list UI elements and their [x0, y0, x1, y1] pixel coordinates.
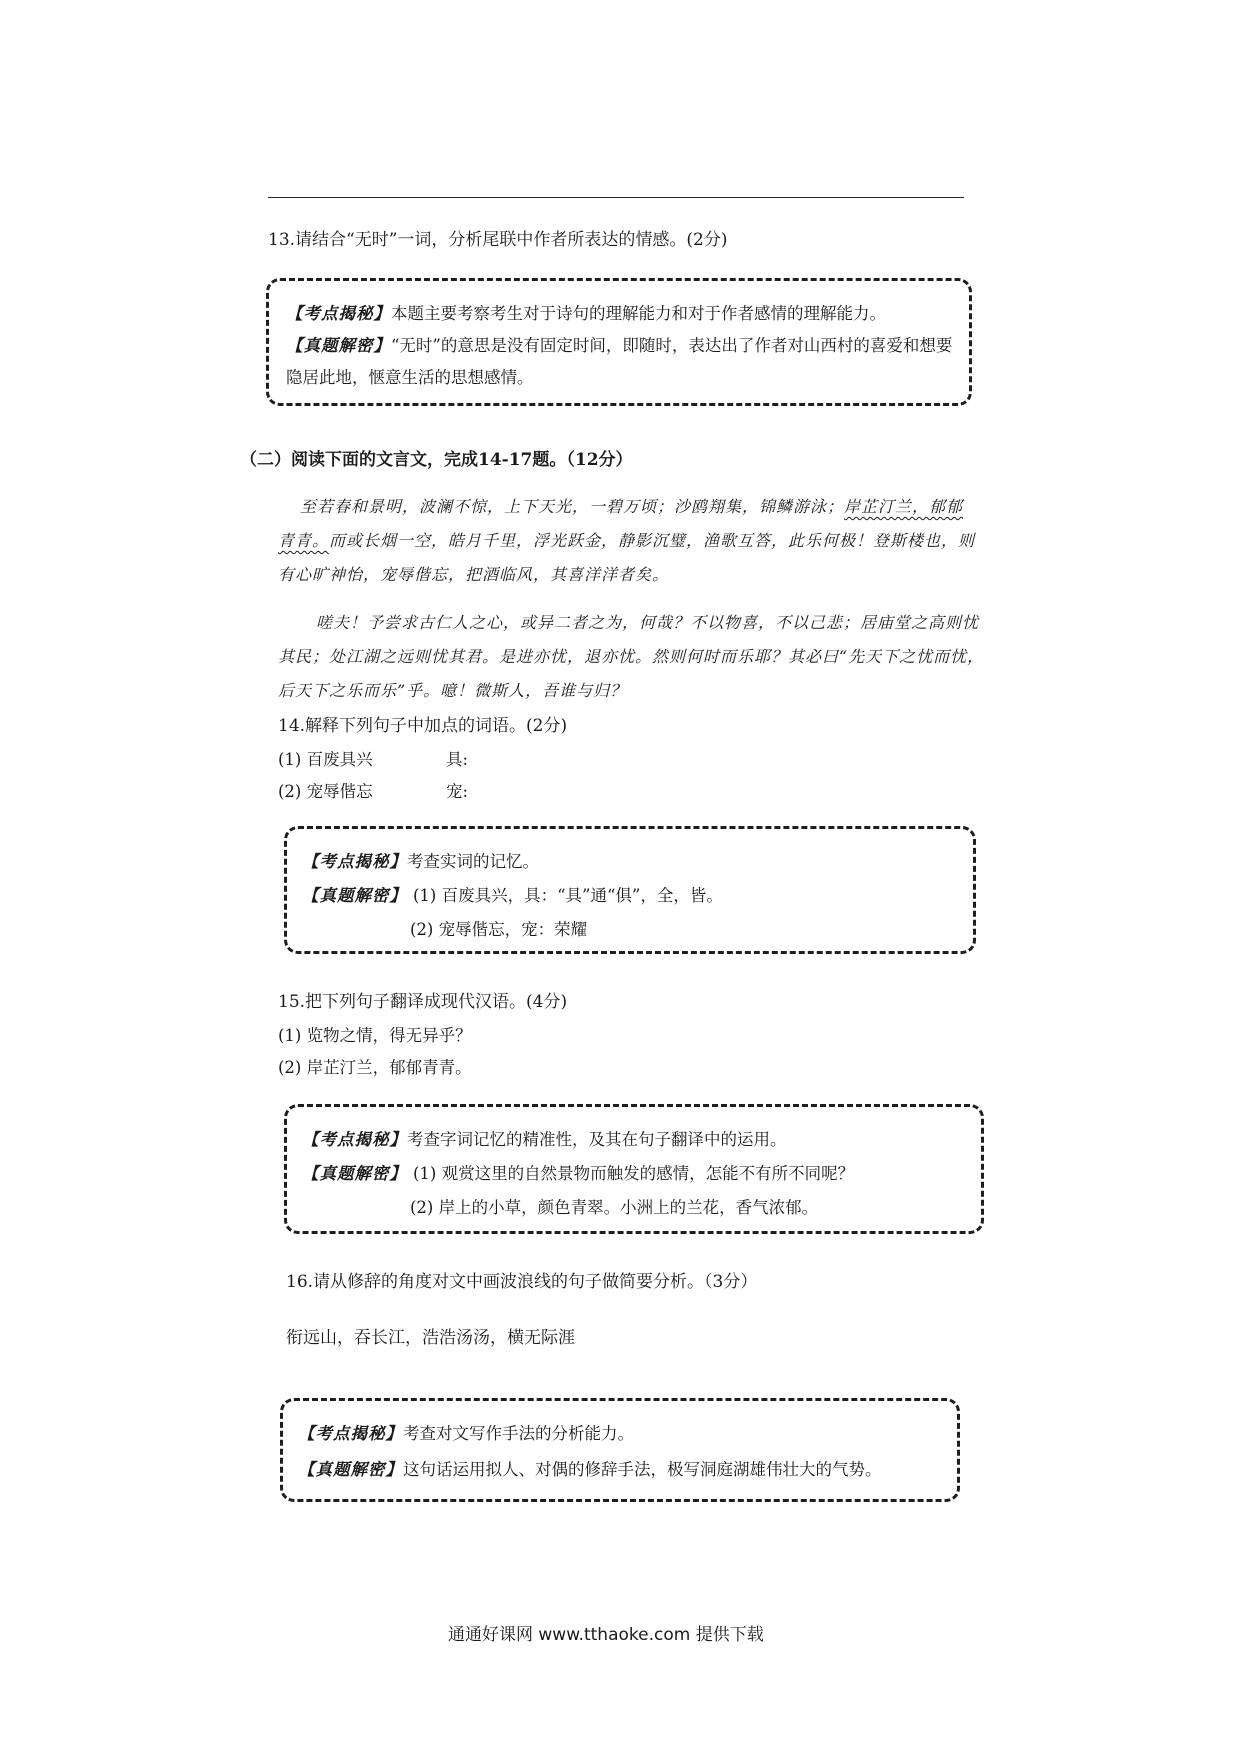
answer-text: (1) 百废具兴，具：“具”通“俱”，全，皆。	[413, 886, 723, 905]
q13-answer-line2: 隐居此地，惬意生活的思想感情。	[286, 368, 534, 387]
passage-text: 至若春和景明，波澜不惊，上下天光，一碧万顷；沙鸥翔集，锦鳞游泳；	[300, 497, 845, 516]
q13-answer-line1	[286, 332, 952, 356]
passage-p1-line2	[278, 528, 975, 551]
q14-item1: (1) 百废具兴	[278, 750, 373, 769]
answer-tag: 【真题解密】	[286, 336, 391, 355]
q15-question: 15.把下列句子翻译成现代汉语。(4分)	[278, 992, 568, 1012]
q15-answer-line1	[302, 1160, 854, 1184]
section-heading: （二）阅读下面的文言文，完成14-17题。（12分）	[240, 450, 633, 470]
passage-p2-line2: 其民；处江湖之远则忧其君。是进亦忧，退亦忧。然则何时而乐耶？其必曰“先天下之忧而忧，	[278, 647, 985, 666]
passage-text: 而或长烟一空，皓月千里，浮光跃金，静影沉璧，渔歌互答，此乐何极！登斯楼也，则	[329, 531, 976, 550]
wavy-underlined-text: 岸芷汀兰，郁郁	[844, 497, 964, 516]
analysis-tag: 【考点揭秘】	[302, 852, 407, 871]
q13-analysis	[286, 300, 886, 324]
top-rule	[268, 197, 964, 198]
analysis-tag: 【考点揭秘】	[302, 1130, 407, 1149]
analysis-text: 考查实词的记忆。	[407, 852, 539, 871]
q14-question: 14.解释下列句子中加点的词语。(2分)	[278, 716, 568, 736]
answer-tag: 【真题解密】	[302, 1164, 407, 1183]
q14-item2-blank: 宠:	[446, 782, 469, 801]
passage-p2-line1: 嗟夫！予尝求古仁人之心，或异二者之为，何哉？不以物喜，不以己悲；居庙堂之高则忧	[316, 613, 980, 632]
q14-item1-blank: 具:	[446, 750, 469, 769]
q16-answer	[298, 1456, 882, 1480]
q16-quote: 衔远山，吞长江，浩浩汤汤，横无际涯	[286, 1328, 575, 1348]
q14-answer-line1	[302, 882, 723, 906]
answer-tag: 【真题解密】	[302, 886, 407, 905]
analysis-text: 本题主要考察考生对于诗句的理解能力和对于作者感情的理解能力。	[391, 304, 886, 323]
q15-item1: (1) 览物之情，得无异乎？	[278, 1026, 472, 1045]
q16-question: 16.请从修辞的角度对文中画波浪线的句子做简要分析。（3分）	[286, 1272, 758, 1292]
q16-answer-box	[280, 1398, 960, 1502]
footer-text: 通通好课网 www.tthaoke.com 提供下载	[448, 1625, 764, 1645]
answer-tag: 【真题解密】	[298, 1460, 403, 1479]
q14-answer-line2: (2) 宠辱偕忘，宠：荣耀	[410, 920, 588, 939]
answer-text: (1) 观赏这里的自然景物而触发的感情，怎能不有所不同呢？	[413, 1164, 855, 1183]
analysis-text: 考查对文写作手法的分析能力。	[403, 1424, 634, 1443]
answer-text: “无时”的意思是没有固定时间，即随时，表达出了作者对山西村的喜爱和想要	[391, 336, 953, 355]
answer-text: 这句话运用拟人、对偶的修辞手法，极写洞庭湖雄伟壮大的气势。	[403, 1460, 882, 1479]
q14-analysis	[302, 848, 539, 872]
analysis-tag: 【考点揭秘】	[286, 304, 391, 323]
q15-item2: (2) 岸芷汀兰，郁郁青青。	[278, 1058, 472, 1077]
passage-p1-line3: 有心旷神怡，宠辱偕忘，把酒临风，其喜洋洋者矣。	[278, 565, 670, 584]
analysis-tag: 【考点揭秘】	[298, 1424, 403, 1443]
passage-p1-line1	[300, 494, 963, 517]
wavy-underlined-text: 青青。	[278, 531, 330, 550]
q13-question: 13.请结合“无时”一词，分析尾联中作者所表达的情感。(2分)	[268, 230, 728, 250]
q15-answer-line2: (2) 岸上的小草，颜色青翠。小洲上的兰花，香气浓郁。	[410, 1198, 819, 1217]
analysis-text: 考查字词记忆的精准性，及其在句子翻译中的运用。	[407, 1130, 787, 1149]
passage-p2-line3: 后天下之乐而乐”乎。噫！微斯人，吾谁与归？	[278, 681, 628, 700]
q15-analysis	[302, 1126, 787, 1150]
q16-analysis	[298, 1420, 634, 1444]
q14-item2: (2) 宠辱偕忘	[278, 782, 373, 801]
